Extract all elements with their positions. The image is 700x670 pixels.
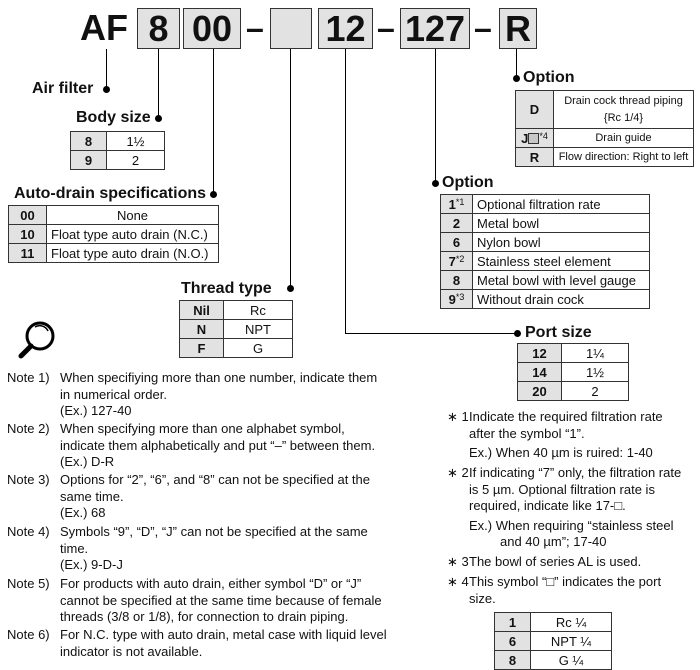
note-line: indicator is not available. bbox=[60, 643, 203, 659]
port-size-table bbox=[517, 343, 629, 401]
auto-drain-value: None bbox=[47, 206, 219, 225]
option-top-value bbox=[554, 91, 694, 129]
table-row bbox=[516, 129, 694, 148]
note-line: (Ex.) D-R bbox=[60, 454, 115, 469]
table-row bbox=[516, 91, 694, 129]
option-mid-key: 6 bbox=[441, 233, 473, 252]
label-thread-type: Thread type bbox=[181, 280, 272, 297]
port-thread-key: 1 bbox=[495, 613, 531, 632]
thread-key: F bbox=[180, 339, 224, 358]
port-thread-key: 8 bbox=[495, 651, 531, 670]
option-top-value-line2: {Rc 1/4} bbox=[603, 111, 644, 124]
note-line: When specifying more than one alphabet symbol, bbox=[60, 421, 345, 436]
footnote-mark: ∗ 3 bbox=[447, 554, 469, 569]
note-4 bbox=[7, 524, 412, 574]
table-row bbox=[441, 271, 650, 290]
table-row bbox=[441, 195, 650, 214]
body-size-table bbox=[70, 131, 165, 170]
option-top-key: D bbox=[516, 91, 554, 129]
line-port-h bbox=[345, 333, 516, 334]
table-row bbox=[180, 320, 293, 339]
note-label: Note 3) bbox=[7, 472, 50, 487]
body-size-value: 2 bbox=[107, 151, 165, 170]
code-box-auto-drain: 00 bbox=[183, 8, 241, 49]
option-mid-key bbox=[441, 195, 473, 214]
footnote-3 bbox=[447, 554, 695, 571]
footnote-4 bbox=[447, 574, 695, 607]
option-mid-key-text: 9 bbox=[448, 291, 456, 307]
footnote-line: The bowl of series AL is used. bbox=[469, 554, 642, 569]
thread-value: NPT bbox=[224, 320, 293, 339]
auto-drain-value: Float type auto drain (N.C.) bbox=[47, 225, 219, 244]
table-row bbox=[495, 613, 612, 632]
table-row bbox=[495, 651, 612, 670]
table-row bbox=[516, 148, 694, 167]
note-line: time. bbox=[60, 540, 89, 556]
port-value: 1½ bbox=[562, 363, 629, 382]
dot-port bbox=[514, 330, 521, 337]
table-row bbox=[518, 344, 629, 363]
note-line: threads (3/8 or 1/8), for connection to drain piping. bbox=[60, 609, 349, 624]
port-key: 12 bbox=[518, 344, 562, 363]
line-body-size bbox=[158, 49, 159, 119]
table-row bbox=[441, 233, 650, 252]
option-mid-key: 2 bbox=[441, 214, 473, 233]
note-label: Note 1) bbox=[7, 370, 50, 385]
option-mid-value: Without drain cock bbox=[473, 290, 650, 309]
footnote-1 bbox=[447, 409, 695, 462]
table-row bbox=[441, 290, 650, 309]
table-row bbox=[441, 214, 650, 233]
option-top-key bbox=[516, 129, 554, 148]
option-mid-key: 8 bbox=[441, 271, 473, 290]
footnote-ref: *3 bbox=[455, 291, 465, 302]
thread-type-table bbox=[179, 300, 293, 358]
table-row bbox=[518, 363, 629, 382]
table-row bbox=[9, 244, 219, 263]
body-size-key: 8 bbox=[71, 132, 107, 151]
footnote-line: Ex.) When requiring “stainless steel bbox=[469, 517, 674, 533]
code-box-thread bbox=[270, 8, 312, 49]
table-row bbox=[71, 151, 165, 170]
footnote-line: is 5 µm. Optional filtration rate is bbox=[469, 481, 655, 497]
option-top-table bbox=[515, 90, 694, 167]
note-line: same time. bbox=[60, 488, 124, 504]
note-line: For N.C. type with auto drain, metal case with liquid level bbox=[60, 627, 387, 642]
dot-auto-drain bbox=[210, 191, 217, 198]
auto-drain-key: 10 bbox=[9, 225, 47, 244]
dot-option-mid bbox=[432, 180, 439, 187]
line-thread bbox=[290, 49, 291, 289]
note-line: indicate them alphabetically and put “–” between them. bbox=[60, 437, 376, 453]
footnote-line: after the symbol “1”. bbox=[469, 425, 585, 441]
table-row bbox=[180, 301, 293, 320]
port-thread-table bbox=[494, 612, 612, 670]
footnote-line: size. bbox=[469, 590, 496, 606]
option-mid-value: Nylon bowl bbox=[473, 233, 650, 252]
code-box-port: 12 bbox=[318, 8, 373, 49]
footnote-ref: *2 bbox=[455, 253, 465, 264]
note-5 bbox=[7, 576, 412, 626]
dot-body-size bbox=[155, 115, 162, 122]
code-dash-2: – bbox=[377, 10, 395, 46]
table-row bbox=[495, 632, 612, 651]
footnote-line: Indicate the required filtration rate bbox=[469, 409, 663, 424]
line-port bbox=[345, 49, 346, 333]
table-row bbox=[71, 132, 165, 151]
footnote-mark: ∗ 4 bbox=[447, 574, 469, 589]
footnote-line: Ex.) When 40 µm is ruired: 1-40 bbox=[469, 445, 653, 460]
note-2 bbox=[7, 421, 412, 471]
code-box-body-size: 8 bbox=[137, 8, 180, 49]
note-line: (Ex.) 9-D-J bbox=[60, 557, 123, 572]
option-mid-key-text: 7 bbox=[448, 253, 456, 269]
model-prefix: AF bbox=[80, 7, 128, 48]
footnote-line: If indicating “7” only, the filtration rate bbox=[469, 465, 682, 480]
option-top-value-line1: Drain cock thread piping bbox=[564, 94, 683, 107]
option-mid-key bbox=[441, 252, 473, 271]
thread-key: N bbox=[180, 320, 224, 339]
port-thread-value: Rc ¼ bbox=[531, 613, 612, 632]
line-auto-drain bbox=[213, 49, 214, 195]
port-size-placeholder-icon bbox=[528, 133, 539, 144]
note-line: For products with auto drain, either symbol “D” or “J” bbox=[60, 576, 362, 591]
body-size-value: 1½ bbox=[107, 132, 165, 151]
table-row bbox=[9, 206, 219, 225]
note-line: Options for “2”, “6”, and “8” can not be specified at the bbox=[60, 472, 370, 487]
footnote-mark: ∗ 2 bbox=[447, 465, 469, 480]
option-mid-value: Optional filtration rate bbox=[473, 195, 650, 214]
footnote-ref: *1 bbox=[455, 196, 465, 207]
footnote-line: and 40 µm”; 17-40 bbox=[500, 534, 607, 549]
option-mid-key bbox=[441, 290, 473, 309]
footnote-ref: *4 bbox=[539, 130, 548, 141]
option-mid-value: Stainless steel element bbox=[473, 252, 650, 271]
note-label: Note 2) bbox=[7, 421, 50, 436]
label-air-filter: Air filter bbox=[32, 80, 94, 97]
label-option-top: Option bbox=[523, 69, 575, 86]
table-row bbox=[9, 225, 219, 244]
option-mid-key-text: 1 bbox=[448, 196, 456, 212]
option-mid-value: Metal bowl bbox=[473, 214, 650, 233]
auto-drain-table bbox=[8, 205, 219, 263]
note-line: cannot be specified at the same time because of female bbox=[60, 592, 382, 608]
port-value: 1¼ bbox=[562, 344, 629, 363]
thread-value: Rc bbox=[224, 301, 293, 320]
dot-air-filter bbox=[103, 86, 110, 93]
footnote-mark: ∗ 1 bbox=[447, 409, 469, 424]
auto-drain-key: 11 bbox=[9, 244, 47, 263]
thread-key: Nil bbox=[180, 301, 224, 320]
note-line: Symbols “9”, “D”, “J” can not be specified at the same bbox=[60, 524, 368, 539]
note-line: When specifiying more than one number, indicate them bbox=[60, 370, 378, 385]
note-line: (Ex.) 127-40 bbox=[60, 403, 132, 418]
footnote-line: This symbol “□” indicates the port bbox=[469, 574, 662, 589]
port-value: 2 bbox=[562, 382, 629, 401]
label-body-size: Body size bbox=[76, 109, 151, 126]
table-row bbox=[180, 339, 293, 358]
port-key: 14 bbox=[518, 363, 562, 382]
dot-thread bbox=[287, 285, 294, 292]
option-top-key: R bbox=[516, 148, 554, 167]
option-top-value: Drain guide bbox=[554, 129, 694, 148]
body-size-key: 9 bbox=[71, 151, 107, 170]
note-line: (Ex.) 68 bbox=[60, 505, 106, 520]
auto-drain-value: Float type auto drain (N.O.) bbox=[47, 244, 219, 263]
note-label: Note 5) bbox=[7, 576, 50, 591]
note-label: Note 4) bbox=[7, 524, 50, 539]
option-top-value: Flow direction: Right to left bbox=[554, 148, 694, 167]
code-box-option2: R bbox=[499, 8, 537, 49]
table-row bbox=[441, 252, 650, 271]
option-mid-table bbox=[440, 194, 650, 309]
magnifier-icon bbox=[15, 318, 59, 362]
code-box-option: 127 bbox=[400, 8, 470, 49]
code-dash-1: – bbox=[246, 10, 264, 46]
dot-option-top bbox=[513, 75, 520, 82]
port-key: 20 bbox=[518, 382, 562, 401]
port-thread-value: NPT ¼ bbox=[531, 632, 612, 651]
code-dash-3: – bbox=[474, 10, 492, 46]
label-option-mid: Option bbox=[442, 174, 494, 191]
note-1 bbox=[7, 370, 412, 420]
option-top-key-text: J bbox=[521, 130, 529, 146]
port-thread-key: 6 bbox=[495, 632, 531, 651]
line-air-filter bbox=[106, 49, 107, 89]
label-auto-drain: Auto-drain specifications bbox=[14, 185, 207, 202]
table-row bbox=[518, 382, 629, 401]
note-line: in numerical order. bbox=[60, 386, 167, 402]
port-thread-value: G ¼ bbox=[531, 651, 612, 670]
label-port-size: Port size bbox=[525, 324, 592, 341]
footnote-2 bbox=[447, 465, 695, 551]
option-mid-value: Metal bowl with level gauge bbox=[473, 271, 650, 290]
line-option-mid bbox=[435, 49, 436, 183]
note-6 bbox=[7, 627, 412, 660]
auto-drain-key: 00 bbox=[9, 206, 47, 225]
thread-value: G bbox=[224, 339, 293, 358]
note-3 bbox=[7, 472, 412, 522]
footnote-line: required, indicate like 17-□. bbox=[469, 498, 626, 513]
note-label: Note 6) bbox=[7, 627, 50, 642]
